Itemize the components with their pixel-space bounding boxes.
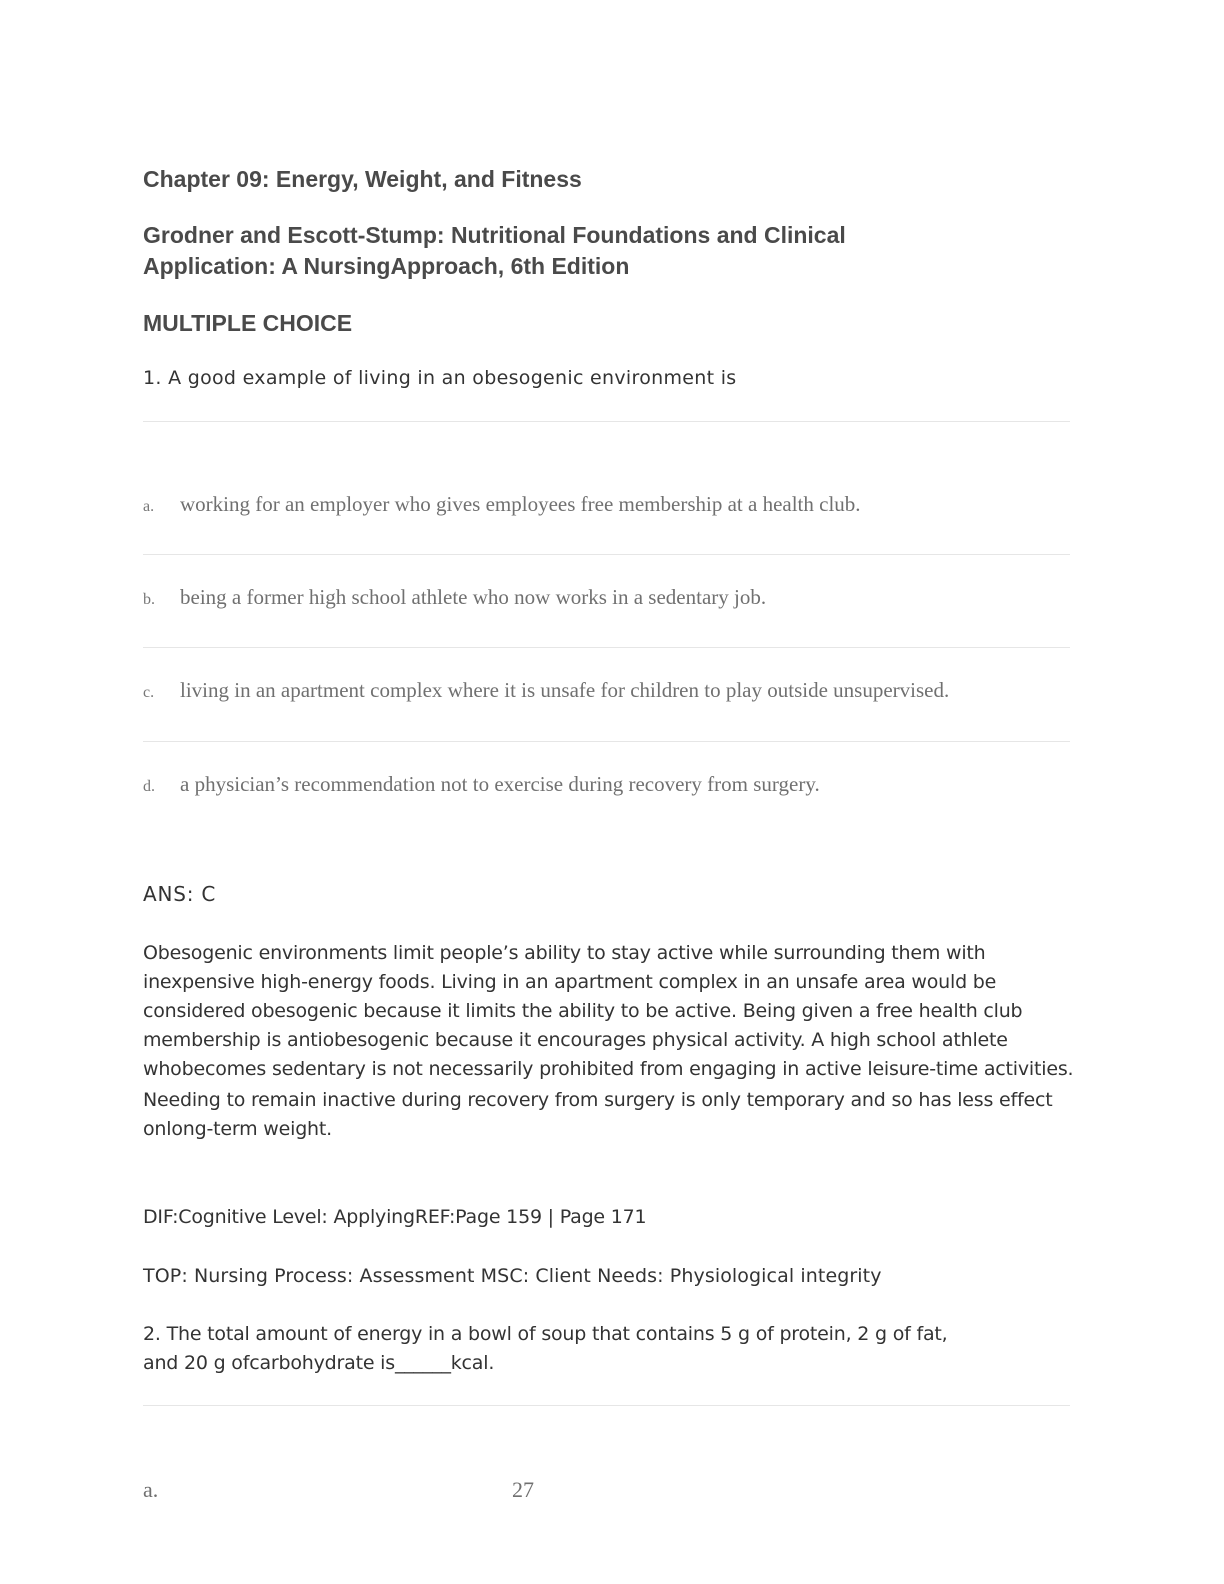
divider (143, 647, 1070, 648)
option-a-letter: a. (143, 498, 155, 515)
option-a-text: working for an employer who gives employees free membership at a health club. (180, 492, 861, 516)
answer-key: ANS: C (143, 882, 217, 906)
option-c-letter: c. (143, 684, 155, 701)
rationale (143, 939, 1088, 1144)
rationale-paragraph-1: Obesogenic environments limit people’s ability to stay active while surrounding them with inexpensive high-energy foods. Living in an apartment complex in an unsafe area would be considered obesogenic because it limits the ability to be active. Being given a free health club membership is antiobesogenic because it encourages physical activity. A high school athlete whobecomes sedentary is not necessarily prohibited from engaging in active leisure-time activities. (143, 942, 1074, 1080)
divider (143, 421, 1070, 422)
question-2-stem-line-2: and 20 g ofcarbohydrate is______kcal. (143, 1352, 495, 1374)
question-2-stem-line-1: 2. The total amount of energy in a bowl of soup that contains 5 g of protein, 2 g of fat, (143, 1323, 948, 1345)
option-b-text: being a former high school athlete who now works in a sedentary job. (180, 585, 767, 609)
option-b-letter: b. (143, 591, 155, 608)
question-2-option-a-value: 27 (512, 1477, 534, 1502)
divider (143, 741, 1070, 742)
question-2-option-a-letter: a. (143, 1477, 159, 1502)
book-title-line-1: Grodner and Escott-Stump: Nutritional Foundations and Clinical (143, 222, 846, 248)
question-1-stem: 1. A good example of living in an obesogenic environment is (143, 367, 737, 389)
difficulty-reference: DIF:Cognitive Level: ApplyingREF:Page 159 | Page 171 (143, 1206, 647, 1228)
option-d-text: a physician’s recommendation not to exercise during recovery from surgery. (180, 772, 820, 796)
option-c-text: living in an apartment complex where it is unsafe for children to play outside unsupervised. (180, 678, 950, 702)
divider (143, 554, 1070, 555)
rationale-paragraph-2: Needing to remain inactive during recovery from surgery is only temporary and so has less effect onlong-term weight. (143, 1089, 1053, 1140)
chapter-title: Chapter 09: Energy, Weight, and Fitness (143, 166, 582, 192)
book-title-line-2: Application: A NursingApproach, 6th Edition (143, 253, 630, 279)
divider (143, 1405, 1070, 1406)
option-d-letter: d. (143, 778, 155, 795)
section-title: MULTIPLE CHOICE (143, 310, 353, 336)
topic-client-needs: TOP: Nursing Process: Assessment MSC: Client Needs: Physiological integrity (143, 1265, 882, 1287)
